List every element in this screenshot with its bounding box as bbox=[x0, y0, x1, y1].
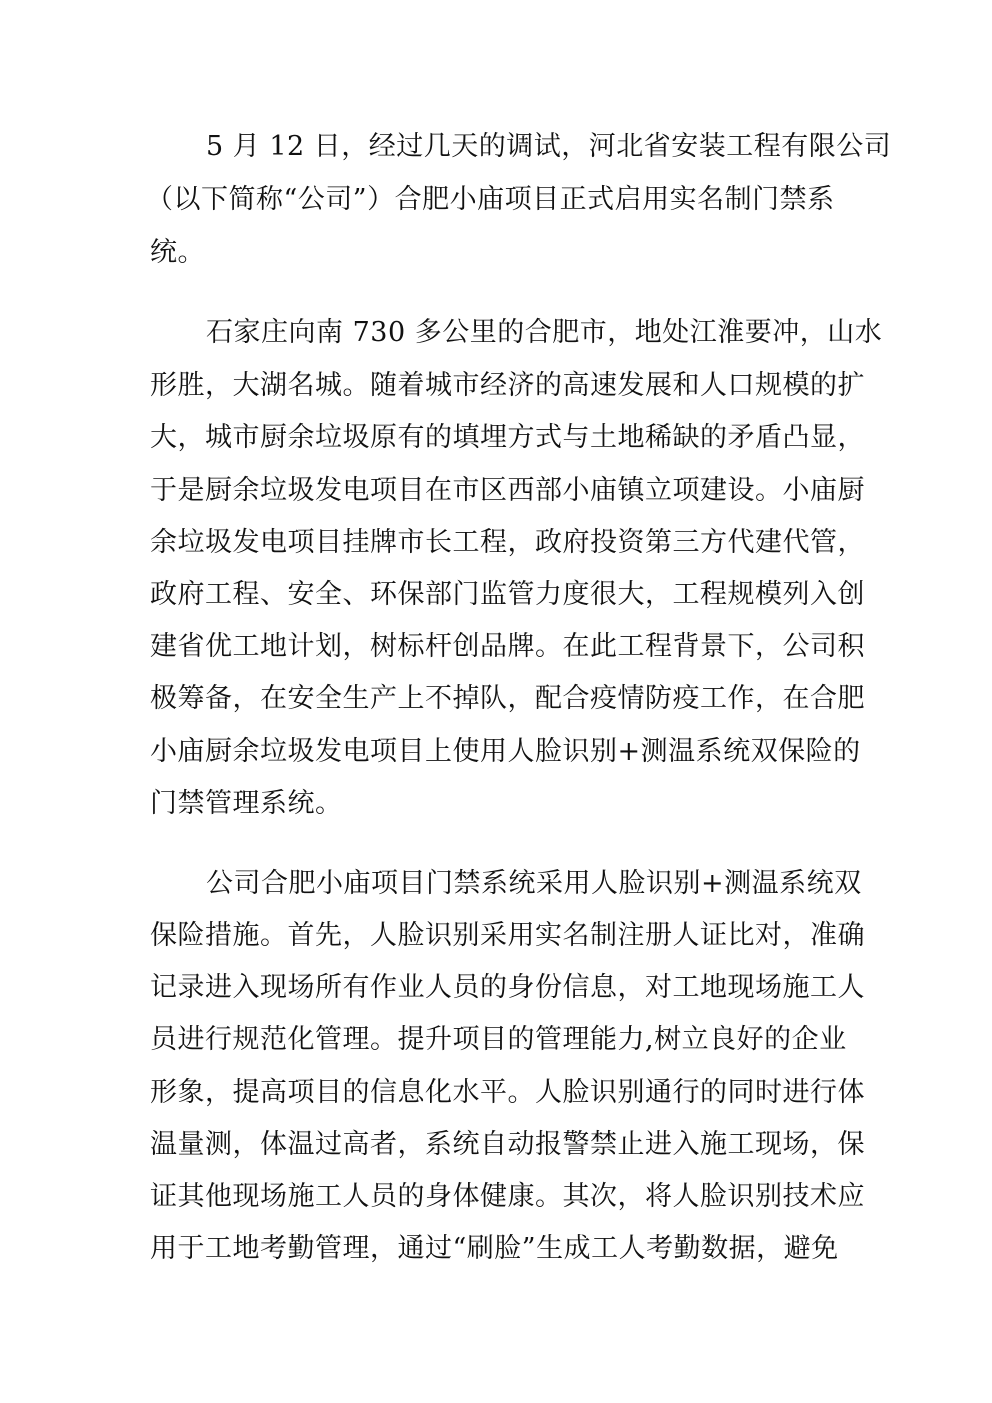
paragraph-3-line-2: 保险措施。首先，人脸识别采用实名制注册人证比对，准确 bbox=[150, 920, 865, 951]
paragraph-2-line-8: 极筹备，在安全生产上不掉队，配合疫情防疫工作，在合肥 bbox=[150, 683, 865, 714]
paragraph-3-line-5: 形象，提高项目的信息化水平。人脸识别通行的同时进行体 bbox=[150, 1077, 865, 1108]
paragraph-1-line-1: 5 月 12 日，经过几天的调试，河北省安装工程有限公司 bbox=[206, 131, 892, 162]
paragraph-2-line-3: 大，城市厨余垃圾原有的填埋方式与土地稀缺的矛盾凸显， bbox=[150, 422, 865, 453]
paragraph-3-line-4: 员进行规范化管理。提升项目的管理能力,树立良好的企业 bbox=[150, 1024, 847, 1055]
paragraph-3-line-7: 证其他现场施工人员的身体健康。其次，将人脸识别技术应 bbox=[150, 1181, 865, 1212]
paragraph-2-line-2: 形胜，大湖名城。随着城市经济的高速发展和人口规模的扩 bbox=[150, 370, 865, 401]
paragraph-3-line-8: 用于工地考勤管理，通过“刷脸”生成工人考勤数据，避免 bbox=[150, 1233, 839, 1264]
paragraph-2-line-4: 于是厨余垃圾发电项目在市区西部小庙镇立项建设。小庙厨 bbox=[150, 475, 865, 506]
paragraph-3-line-3: 记录进入现场所有作业人员的身份信息，对工地现场施工人 bbox=[150, 972, 865, 1003]
paragraph-2-line-10: 门禁管理系统。 bbox=[150, 788, 343, 819]
paragraph-3-line-1: 公司合肥小庙项目门禁系统采用人脸识别+测温系统双 bbox=[206, 868, 862, 899]
paragraph-2-line-5: 余垃圾发电项目挂牌市长工程，政府投资第三方代建代管， bbox=[150, 527, 865, 558]
paragraph-2-line-1: 石家庄向南 730 多公里的合肥市，地处江淮要冲，山水 bbox=[206, 317, 883, 348]
paragraph-2-line-6: 政府工程、安全、环保部门监管力度很大，工程规模列入创 bbox=[150, 579, 865, 610]
paragraph-1-line-2: （以下简称“公司”）合肥小庙项目正式启用实名制门禁系 bbox=[146, 184, 835, 215]
paragraph-2-line-9: 小庙厨余垃圾发电项目上使用人脸识别+测温系统双保险的 bbox=[150, 736, 861, 767]
paragraph-1-line-3: 统。 bbox=[150, 237, 205, 268]
paragraph-3-line-6: 温量测，体温过高者，系统自动报警禁止进入施工现场，保 bbox=[150, 1129, 865, 1160]
paragraph-2-line-7: 建省优工地计划，树标杆创品牌。在此工程背景下，公司积 bbox=[150, 631, 865, 662]
